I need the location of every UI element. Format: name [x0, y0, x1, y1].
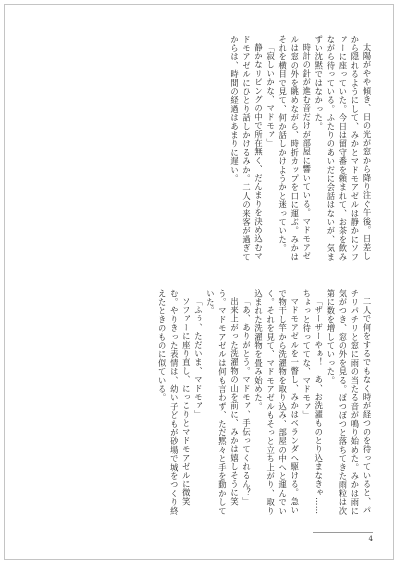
- paragraph: 二人で何をするでもなく時が経つのを待っていると、パチリパチリと窓に雨の当たる音が鳴り始めた。みかは雨に気がつき、窓の外を見る。ぽつぽつと落ちてきた雨粒は次第に数を増していった。: [325, 289, 372, 516]
- paragraph: 「ザーザーやぁ！ あ、お洗濯ものとり込まなきゃ……ちょっと待っててな、マドモァ」: [301, 289, 324, 515]
- book-page: [25, 19, 381, 549]
- paragraph: 太陽がやや傾き、日の光が窓から降り注ぐ午後。日差しから隠れるようにして、みかとマドモアゼルは静かにソファーに座っていた。今日は留守番を頼まれて、お茶を飲みながら待っている。ふたりのあいだに会話はないが、気まずい沈黙ではなかった。: [313, 35, 372, 262]
- paragraph: 「ふぅ、ただいま、マドモァ」: [193, 297, 204, 420]
- paragraph: 時計の針が進む音だけが部屋に響いている。マドモアゼルは窓の外を眺めながら、時折カップを口に運ぶ。みかはそれを横目で見て、何か話しかけようかと迷っていた。: [277, 35, 312, 262]
- paragraph: マドモアゼルを一瞥し、みかはベランダへ駆ける。急いで物干し竿から洗濯物を取り込み、部屋の中へと運んでいく。それを見て、マドモアゼルもそっと立ち上がり、取り込まれた洗濯物を畳み始めた。: [253, 289, 300, 516]
- upper-text-block: [33, 35, 373, 263]
- paragraph: 出来上がった洗濯物の山を前に、みかは嬉しそうに笑う。マドモアゼルは何も言わず、ただ黙々と手を動かしていた。: [205, 289, 240, 516]
- page-number: 4: [313, 532, 373, 543]
- paragraph: 「あ、ありがとう。マドモァ、手伝ってくれるん？」: [241, 297, 252, 507]
- paragraph: 静かなリビングの中で所在無く、だんまりを決め込むマドモアゼルにひとり話しかけるみか。二人の来客が過ぎてからは、時間の経過はあまりに遅い。: [229, 35, 264, 262]
- lower-text-block: [33, 289, 373, 517]
- paragraph: 「寂しいかな、マドモァ」: [265, 43, 276, 148]
- page-frame: [4, 4, 394, 560]
- paragraph: ソファーに座り直し、にっこりとマドモアゼルに微笑む。やりきった表情は、幼い子どもが砂場で城をつくり終えたときのものに似ている。: [157, 289, 192, 516]
